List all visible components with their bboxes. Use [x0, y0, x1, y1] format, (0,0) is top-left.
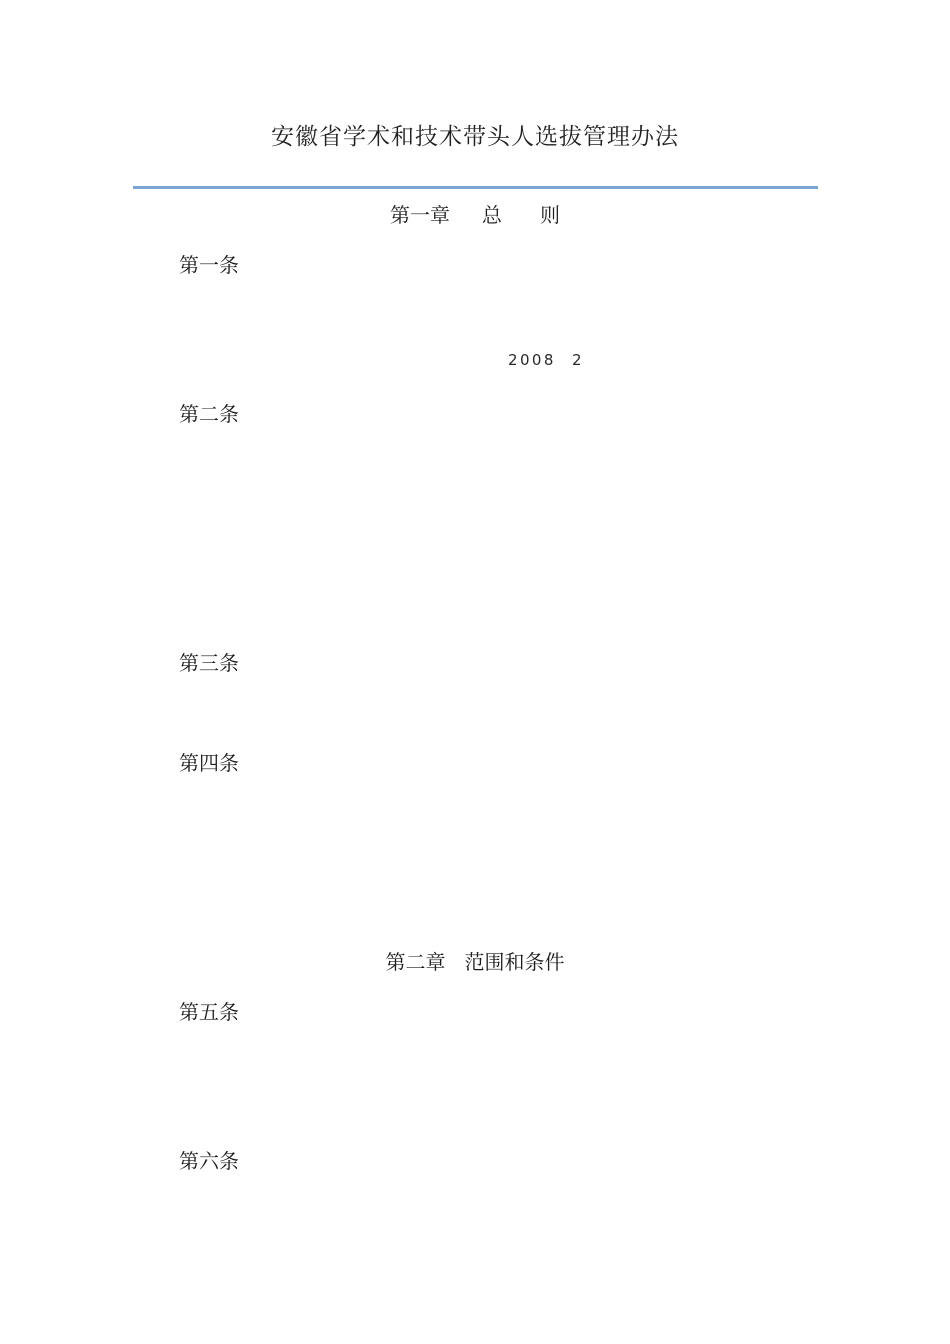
- date-year: 2008: [508, 351, 556, 369]
- title-divider: [133, 186, 818, 189]
- document-title: 安徽省学术和技术带头人选拔管理办法: [271, 124, 679, 150]
- article-label: 第二条: [179, 402, 239, 426]
- chapter-heading: 第一章 总 则: [390, 203, 560, 227]
- date-month: 2: [572, 351, 584, 369]
- article-label: 第四条: [179, 751, 239, 775]
- article-label: 第三条: [179, 651, 239, 675]
- chapter-heading: 第二章 范围和条件: [385, 950, 565, 974]
- article-label: 第一条: [179, 253, 239, 277]
- article-label: 第五条: [179, 1000, 239, 1024]
- article-label: 第六条: [179, 1149, 239, 1173]
